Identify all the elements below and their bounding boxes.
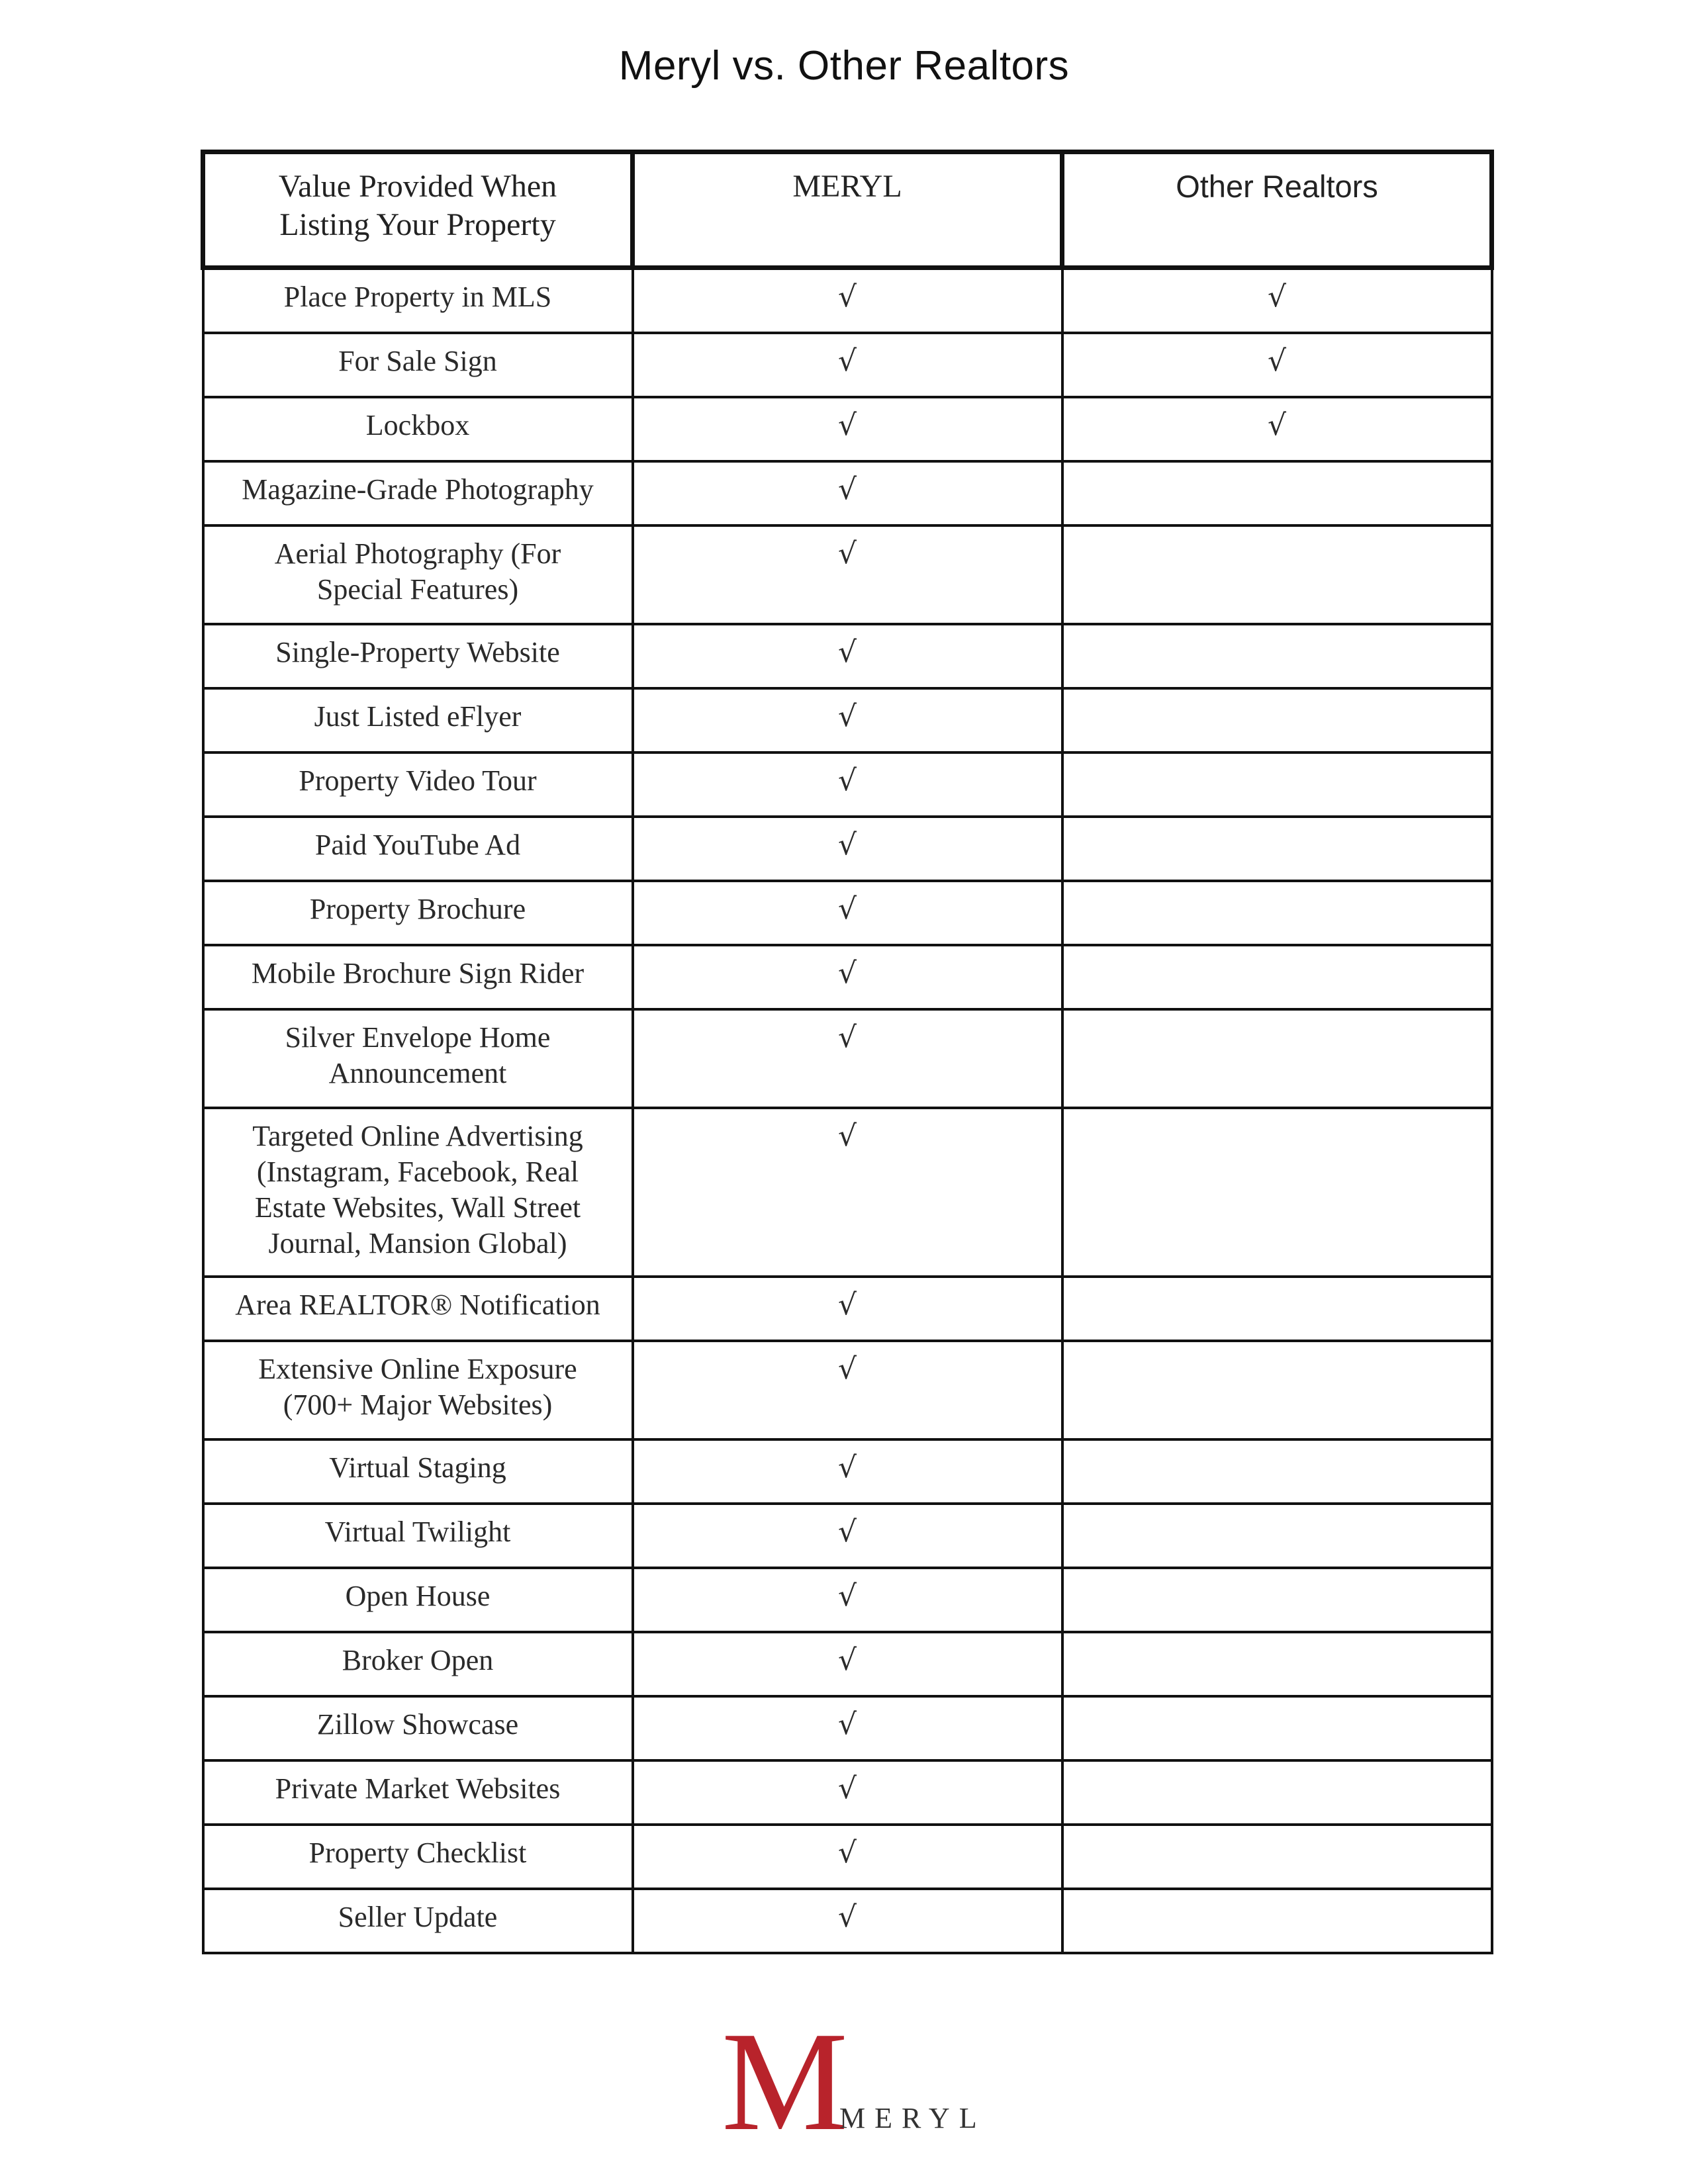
meryl-check: √	[633, 1632, 1062, 1696]
meryl-check: √	[633, 1439, 1062, 1504]
table-row	[203, 1439, 1492, 1504]
row-label: Virtual Twilight	[203, 1504, 633, 1568]
row-label: For Sale Sign	[203, 333, 633, 397]
row-label: Place Property in MLS	[203, 268, 633, 334]
row-label: Silver Envelope Home Announcement	[203, 1009, 633, 1108]
meryl-check: √	[633, 688, 1062, 752]
other-check	[1062, 1632, 1492, 1696]
meryl-check: √	[633, 333, 1062, 397]
table-row	[203, 817, 1492, 881]
meryl-check: √	[633, 1889, 1062, 1953]
other-check	[1062, 624, 1492, 688]
table-row	[203, 1108, 1492, 1277]
other-check: √	[1062, 397, 1492, 461]
page-title: Meryl vs. Other Realtors	[618, 43, 1070, 89]
table-row	[203, 1696, 1492, 1760]
meryl-logo	[722, 2002, 986, 2160]
other-check	[1062, 817, 1492, 881]
table-row	[203, 1341, 1492, 1439]
logo-monogram: M	[722, 2002, 849, 2160]
other-check	[1062, 752, 1492, 817]
meryl-check: √	[633, 1696, 1062, 1760]
meryl-check: √	[633, 1009, 1062, 1108]
row-label: Magazine-Grade Photography	[203, 461, 633, 525]
row-label: Paid YouTube Ad	[203, 817, 633, 881]
table-header-row	[203, 152, 1492, 268]
table-row	[203, 397, 1492, 461]
other-check	[1062, 1009, 1492, 1108]
logo-wordmark: MERYL	[839, 2102, 986, 2134]
table-row	[203, 1760, 1492, 1825]
table-row	[203, 624, 1492, 688]
table-row	[203, 1632, 1492, 1696]
other-check	[1062, 1108, 1492, 1277]
meryl-check: √	[633, 1504, 1062, 1568]
other-check	[1062, 1760, 1492, 1825]
row-label: Property Brochure	[203, 881, 633, 945]
meryl-check: √	[633, 817, 1062, 881]
row-label: Area REALTOR® Notification	[203, 1277, 633, 1341]
table-row	[203, 1009, 1492, 1108]
row-label: Single-Property Website	[203, 624, 633, 688]
meryl-check: √	[633, 881, 1062, 945]
header-value-provided: Value Provided When Listing Your Property	[203, 152, 633, 268]
other-check	[1062, 1341, 1492, 1439]
table-row	[203, 1889, 1492, 1953]
meryl-check: √	[633, 268, 1062, 334]
other-check	[1062, 688, 1492, 752]
table-row	[203, 333, 1492, 397]
table-row	[203, 1504, 1492, 1568]
table-row	[203, 1277, 1492, 1341]
table-row	[203, 881, 1492, 945]
meryl-check: √	[633, 525, 1062, 624]
table-row	[203, 525, 1492, 624]
other-check	[1062, 1889, 1492, 1953]
table-row	[203, 268, 1492, 334]
meryl-check: √	[633, 1825, 1062, 1889]
row-label: Property Checklist	[203, 1825, 633, 1889]
row-label: Zillow Showcase	[203, 1696, 633, 1760]
row-label: Extensive Online Exposure (700+ Major Websites)	[203, 1341, 633, 1439]
meryl-check: √	[633, 461, 1062, 525]
meryl-check: √	[633, 1760, 1062, 1825]
comparison-table-wrapper	[201, 150, 1489, 1954]
comparison-table	[201, 150, 1494, 1954]
other-check	[1062, 881, 1492, 945]
meryl-check: √	[633, 397, 1062, 461]
other-check	[1062, 1439, 1492, 1504]
other-check: √	[1062, 268, 1492, 334]
row-label: Lockbox	[203, 397, 633, 461]
row-label: Just Listed eFlyer	[203, 688, 633, 752]
other-check	[1062, 1696, 1492, 1760]
row-label: Mobile Brochure Sign Rider	[203, 945, 633, 1009]
meryl-check: √	[633, 752, 1062, 817]
row-label: Property Video Tour	[203, 752, 633, 817]
meryl-check: √	[633, 1568, 1062, 1632]
row-label: Open House	[203, 1568, 633, 1632]
row-label: Targeted Online Advertising (Instagram, Facebook, Real Estate Websites, Wall Street Journal, Mansion Global)	[203, 1108, 633, 1277]
row-label: Private Market Websites	[203, 1760, 633, 1825]
other-check	[1062, 1825, 1492, 1889]
table-row	[203, 1568, 1492, 1632]
meryl-check: √	[633, 1108, 1062, 1277]
meryl-check: √	[633, 1341, 1062, 1439]
other-check	[1062, 945, 1492, 1009]
row-label: Virtual Staging	[203, 1439, 633, 1504]
other-check	[1062, 461, 1492, 525]
row-label: Aerial Photography (For Special Features)	[203, 525, 633, 624]
meryl-check: √	[633, 945, 1062, 1009]
header-other-realtors: Other Realtors	[1062, 152, 1492, 268]
table-row	[203, 688, 1492, 752]
other-check: √	[1062, 333, 1492, 397]
meryl-check: √	[633, 624, 1062, 688]
other-check	[1062, 525, 1492, 624]
other-check	[1062, 1568, 1492, 1632]
table-row	[203, 752, 1492, 817]
header-meryl: MERYL	[633, 152, 1062, 268]
other-check	[1062, 1277, 1492, 1341]
row-label: Seller Update	[203, 1889, 633, 1953]
meryl-check: √	[633, 1277, 1062, 1341]
table-row	[203, 1825, 1492, 1889]
table-row	[203, 945, 1492, 1009]
row-label: Broker Open	[203, 1632, 633, 1696]
other-check	[1062, 1504, 1492, 1568]
table-row	[203, 461, 1492, 525]
